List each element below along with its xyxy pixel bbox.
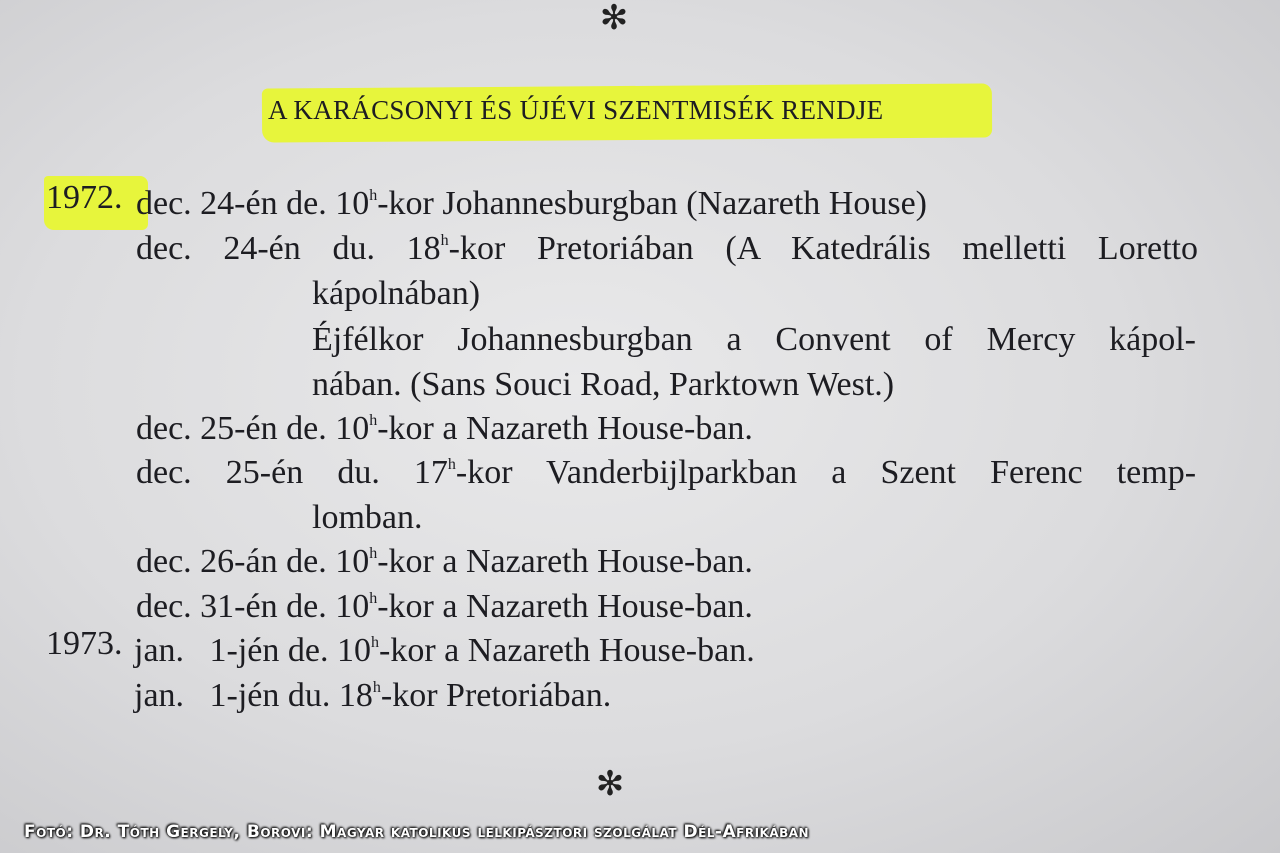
entry-part-of-day: du. — [287, 677, 331, 714]
entry-part-of-day: du. — [337, 454, 380, 491]
schedule-continuation-line: kápolnában) — [312, 275, 481, 312]
photo-credit: Fotó: Dr. Tóth Gergely, Borovi: Magyar katolikus lelkipásztori szolgálat Dél-Afrikában — [24, 822, 810, 842]
entry-date: jan. 1-jén — [134, 632, 280, 669]
entry-text: -kor Pretoriában. — [380, 677, 612, 714]
entry-hour: 10 — [335, 410, 370, 447]
entry-part-of-day: de. — [286, 543, 327, 580]
entry-part-of-day: de. — [286, 185, 327, 222]
entry-date: jan. 1-jén — [134, 677, 280, 714]
bottom-asterism-ornament: ✻ — [595, 766, 625, 803]
entry-date: dec. 24-én — [136, 185, 278, 222]
entry-hour: 10 — [335, 588, 370, 625]
schedule-line — [136, 542, 753, 582]
schedule-line — [136, 453, 1196, 493]
entry-hour: 10 — [335, 185, 370, 222]
section-title: A KARÁCSONYI ÉS ÚJÉVI SZENTMISÉK RENDJE — [268, 95, 884, 125]
entry-text: -kor Pretoriában (A Katedrális melletti Loretto — [448, 230, 1198, 267]
schedule-line — [134, 676, 611, 716]
entry-hour-suffix: h — [369, 412, 378, 429]
entry-text: -kor Vanderbijlparkban a Szent Ferenc temp- — [455, 454, 1197, 491]
entry-hour-suffix: h — [371, 634, 379, 651]
entry-date: dec. 24-én — [136, 230, 301, 267]
entry-text: -kor a Nazareth House-ban. — [377, 588, 753, 625]
entry-hour: 18 — [338, 677, 373, 714]
entry-date: dec. 31-én — [136, 588, 278, 625]
year-1973: 1973. — [46, 625, 123, 662]
entry-hour-suffix: h — [372, 679, 381, 696]
schedule-line — [136, 229, 1198, 269]
entry-hour-suffix: h — [369, 545, 378, 562]
schedule-continuation-line: nában. (Sans Souci Road, Parktown West.) — [312, 366, 895, 403]
entry-text: -kor a Nazareth House-ban. — [377, 543, 753, 580]
entry-date: dec. 26-án — [136, 543, 278, 580]
entry-hour-suffix: h — [369, 187, 378, 204]
entry-hour: 10 — [337, 632, 371, 669]
entry-text: -kor a Nazareth House-ban. — [379, 632, 755, 669]
entry-hour-suffix: h — [440, 232, 449, 249]
entry-hour-suffix: h — [369, 590, 378, 607]
entry-hour: 18 — [406, 230, 441, 267]
schedule-continuation-line: Éjfélkor Johannesburgban a Convent of Mercy kápol- — [312, 321, 1196, 358]
entry-text: -kor Johannesburgban (Nazareth House) — [377, 185, 927, 222]
entry-part-of-day: du. — [332, 230, 375, 267]
entry-part-of-day: de. — [286, 588, 327, 625]
entry-part-of-day: de. — [287, 632, 329, 669]
entry-part-of-day: de. — [286, 410, 327, 447]
schedule-line — [136, 184, 927, 224]
entry-date: dec. 25-én — [136, 454, 304, 491]
entry-hour-suffix: h — [447, 456, 456, 473]
top-asterism-ornament: ✻ — [599, 0, 629, 37]
entry-date: dec. 25-én — [136, 410, 278, 447]
entry-text: -kor a Nazareth House-ban. — [377, 410, 753, 447]
entry-hour: 10 — [335, 543, 370, 580]
schedule-line — [134, 631, 755, 671]
schedule-line — [136, 409, 753, 449]
entry-hour: 17 — [413, 454, 448, 491]
year-1972: 1972. — [46, 179, 123, 216]
schedule-line — [136, 587, 753, 627]
schedule-continuation-line: lomban. — [312, 499, 423, 536]
